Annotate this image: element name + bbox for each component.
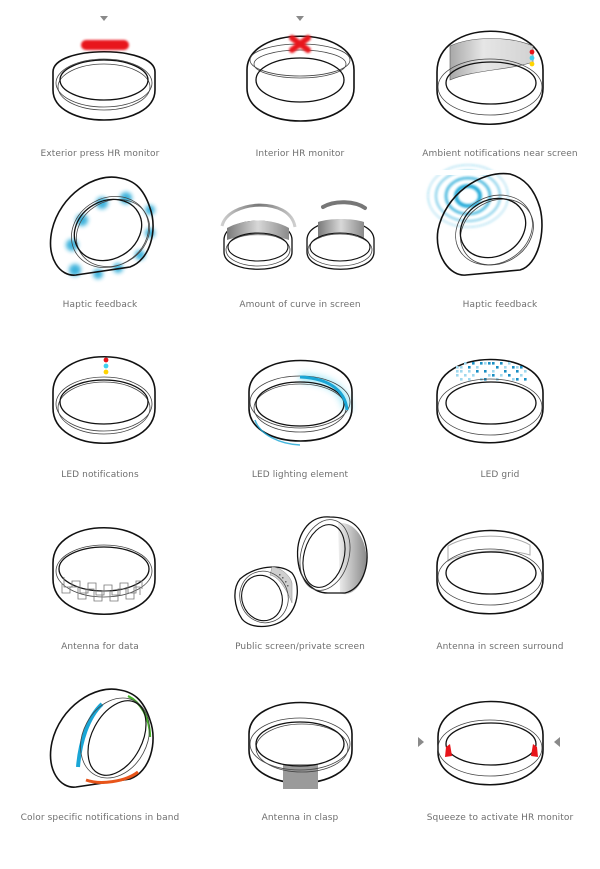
concept-cell-antenna-surround — [400, 511, 600, 682]
caption: LED notifications — [61, 470, 139, 480]
concept-cell-ambient — [400, 0, 600, 170]
caption: Haptic feedback — [62, 300, 138, 310]
concept-cell-squeeze — [400, 682, 600, 869]
ring-public-private-screen-icon — [200, 511, 400, 661]
caption: Exterior press HR monitor — [40, 149, 160, 159]
ring-squeeze-icon — [400, 682, 600, 832]
ring-screen-curve-icon — [200, 170, 400, 320]
caption: Antenna in screen surround — [436, 642, 564, 652]
concept-cell-antenna-clasp — [200, 682, 400, 869]
ring-antenna-data-icon — [0, 511, 200, 661]
ring-led-notifications-icon — [0, 340, 200, 490]
ring-antenna-clasp-icon — [200, 682, 400, 832]
concept-cell-haptic-waves — [400, 170, 600, 340]
caption: Color specific notifications in band — [20, 813, 180, 823]
yellow-led — [104, 370, 109, 375]
ring-interior-hr-icon — [200, 0, 400, 170]
concept-cell-led-lighting — [200, 340, 400, 511]
caption: LED lighting element — [251, 470, 349, 480]
caption: Haptic feedback — [462, 300, 538, 310]
cyan-led — [530, 56, 535, 61]
concept-cell-interior-hr — [200, 0, 400, 170]
ring-haptic-dots-icon — [0, 170, 200, 320]
caption: Antenna in clasp — [261, 813, 339, 823]
concept-cell-antenna-data — [0, 511, 200, 682]
concept-cell-exterior-press — [0, 0, 200, 170]
press-marker-icon — [100, 16, 108, 21]
red-led — [104, 358, 109, 363]
ring-color-band-icon — [0, 682, 200, 832]
caption: Antenna for data — [61, 642, 139, 652]
caption: Ambient notifications near screen — [422, 149, 578, 159]
concept-cell-screen-curve — [200, 170, 400, 340]
red-led — [530, 50, 535, 55]
clasp-antenna-block — [283, 764, 318, 789]
yellow-led — [530, 62, 535, 67]
caption: Interior HR monitor — [255, 149, 345, 159]
position-marker-icon — [296, 16, 304, 21]
ring-haptic-waves-icon — [400, 170, 600, 320]
cyan-led — [104, 364, 109, 369]
ring-exterior-press-icon — [0, 0, 200, 170]
concept-cell-led-grid — [400, 340, 600, 511]
concept-cell-haptic-dots — [0, 170, 200, 340]
led-grid-matrix — [456, 362, 527, 381]
ring-led-lighting-icon — [200, 340, 400, 490]
concept-cell-led-notifications — [0, 340, 200, 511]
concept-cell-public-private — [200, 511, 400, 682]
caption: Squeeze to activate HR monitor — [426, 813, 574, 823]
caption: Public screen/private screen — [235, 642, 365, 652]
concept-cell-color-band — [0, 682, 200, 869]
caption: Amount of curve in screen — [239, 300, 361, 310]
ring-antenna-surround-icon — [400, 511, 600, 661]
ring-led-grid-icon — [400, 340, 600, 490]
squeeze-arrow-right-icon — [554, 737, 560, 747]
squeeze-arrow-left-icon — [418, 737, 424, 747]
ring-ambient-notifications-icon — [400, 0, 600, 170]
caption: LED grid — [480, 470, 520, 480]
